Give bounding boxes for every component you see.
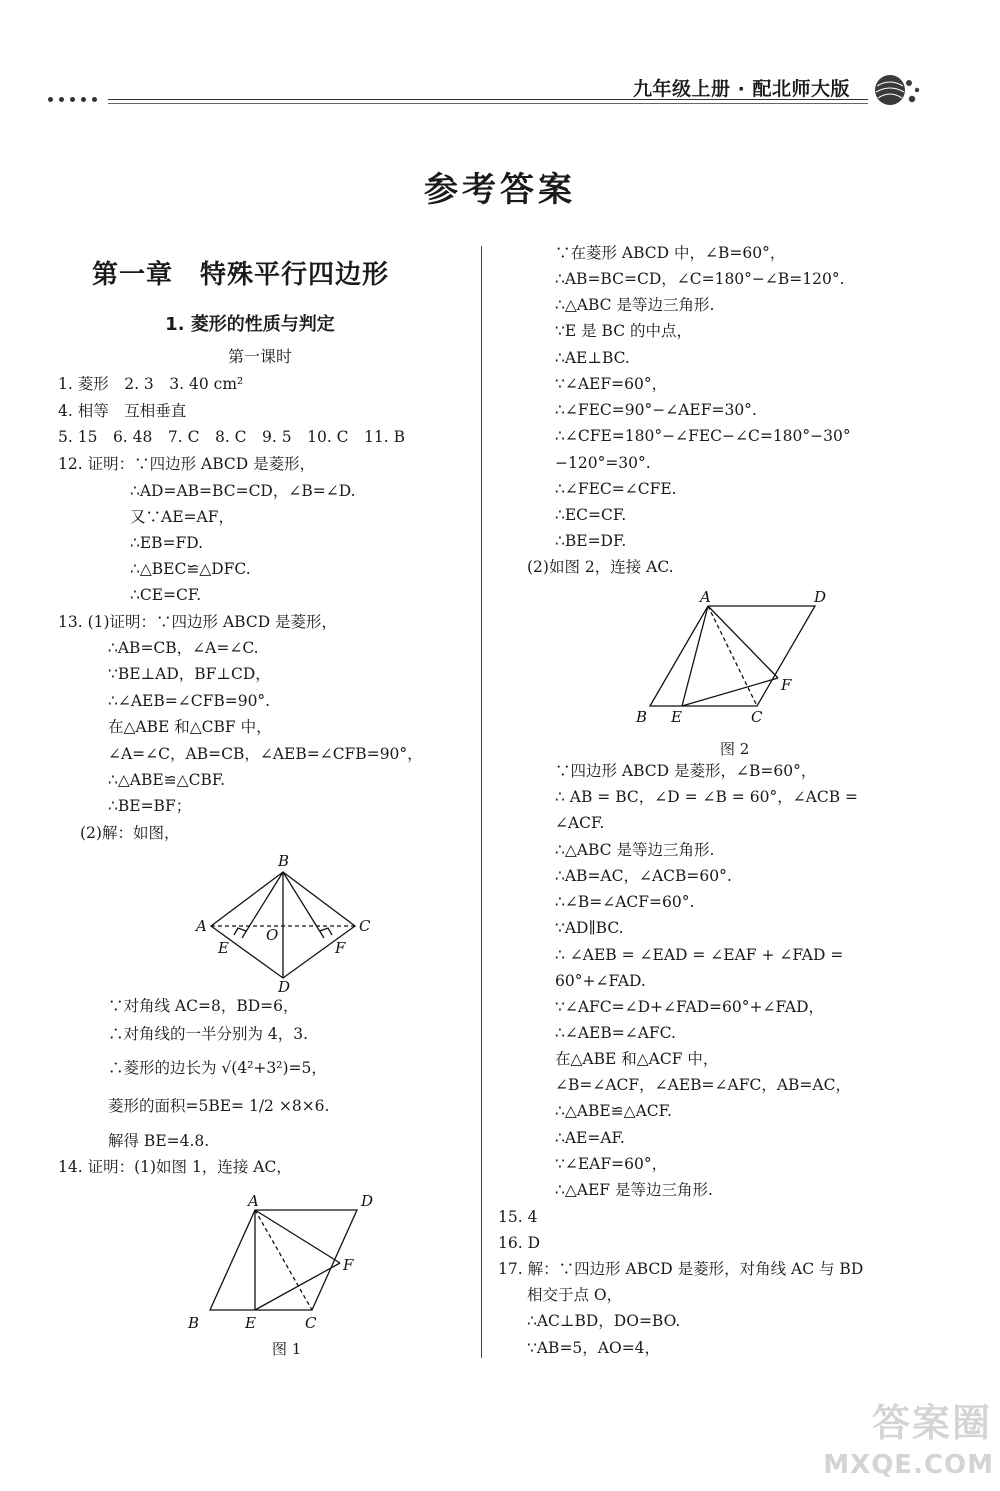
answer-line: ∴∠B=∠ACF=60°.	[555, 893, 695, 911]
watermark-url: MXQE.COM	[823, 1450, 994, 1480]
answer-line: 在△ABE 和△ACF 中，	[555, 1050, 719, 1068]
answer-line: ∴ ∠AEB = ∠EAD = ∠EAF + ∠FAD =	[555, 946, 844, 964]
answer-line: ∴AB=BC=CD，∠C=180°−∠B=120°.	[555, 270, 845, 288]
fig1-label-a: A	[248, 1192, 259, 1210]
header-book-title: 九年级上册 · 配北师大版	[633, 78, 850, 100]
watermark-logo-text: 答案圈	[871, 1401, 992, 1445]
answer-line: 15. 4	[498, 1208, 538, 1226]
answer-line: ∵E 是 BC 的中点，	[555, 322, 692, 340]
answer-line: ∴△BEC≌△DFC.	[130, 560, 251, 578]
answer-line: 菱形的面积=5BE= 1/2 ×8×6.	[108, 1097, 330, 1115]
answer-line: (2)解：如图，	[80, 824, 180, 842]
rhombus-label-o: O	[266, 926, 279, 944]
answer-line: 14. 证明：(1)如图 1，连接 AC，	[58, 1158, 292, 1176]
answer-line: ∴AB=CB，∠A=∠C.	[108, 639, 259, 657]
answer-line: ∴∠FEC=90°−∠AEF=30°.	[555, 401, 757, 419]
lesson-heading: 第一课时	[227, 347, 292, 366]
watermark	[823, 1392, 998, 1488]
answer-line: ∴AE⊥BC.	[555, 349, 630, 367]
figure-2-caption: 图 2	[720, 740, 750, 758]
answer-line: ∴AE=AF.	[555, 1129, 625, 1147]
answer-line: (2)如图 2，连接 AC.	[527, 558, 674, 576]
fig1-label-f: F	[343, 1256, 354, 1274]
answer-line: ∴EC=CF.	[555, 506, 627, 524]
answer-line: ∴△ABC 是等边三角形.	[555, 841, 715, 859]
answer-line: ∵∠AEF=60°，	[555, 375, 668, 393]
answer-line: ∴菱形的边长为 √(4²+3²)=5，	[108, 1059, 327, 1077]
answer-line: ∵在菱形 ABCD 中，∠B=60°，	[555, 244, 786, 262]
answer-line: ∴ AB = BC，∠D = ∠B = 60°，∠ACB =	[555, 788, 859, 806]
fig1-label-d: D	[361, 1192, 374, 1210]
answer-line: 12. 证明：∵四边形 ABCD 是菱形，	[58, 455, 316, 473]
fig1-label-e: E	[245, 1314, 256, 1332]
column-divider	[481, 246, 482, 1358]
answer-line: 13. (1)证明：∵四边形 ABCD 是菱形，	[58, 613, 338, 631]
answer-line: ∴△ABC 是等边三角形.	[555, 296, 715, 314]
answer-line: ∵AD∥BC.	[555, 919, 624, 937]
fig2-label-a: A	[700, 588, 711, 606]
answer-line: 解得 BE=4.8.	[108, 1132, 210, 1150]
fig1-label-c: C	[305, 1314, 317, 1332]
answer-line: 相交于点 O，	[527, 1286, 623, 1304]
figure-1-caption: 图 1	[272, 1340, 302, 1358]
answer-line: ∴△ABE≌△CBF.	[108, 771, 226, 789]
section-heading: 1. 菱形的性质与判定	[165, 314, 335, 335]
answer-line: 在△ABE 和△CBF 中，	[108, 718, 272, 736]
answer-line: ∵对角线 AC=8，BD=6，	[108, 997, 299, 1015]
rhombus-figure	[190, 852, 380, 997]
answer-line: 16. D	[498, 1234, 541, 1252]
answer-line: ∴EB=FD.	[130, 534, 204, 552]
answer-line: ∴对角线的一半分别为 4，3.	[108, 1025, 309, 1043]
fig2-label-c: C	[751, 708, 763, 726]
answer-line: ∴∠AEB=∠CFB=90°.	[108, 692, 271, 710]
answer-line: 60°+∠FAD.	[555, 972, 646, 990]
answer-line: ∠A=∠C，AB=CB，∠AEB=∠CFB=90°，	[108, 745, 423, 763]
answer-line: ∴△ABE≌△ACF.	[555, 1102, 672, 1120]
answer-line: ∠B=∠ACF，∠AEB=∠AFC，AB=AC，	[555, 1076, 851, 1094]
rhombus-label-d: D	[278, 978, 291, 996]
answer-line: 又∵AE=AF，	[130, 508, 234, 526]
answer-line: ∵∠EAF=60°，	[555, 1155, 668, 1173]
header-ball-logo	[872, 70, 932, 110]
answer-line: ∵AB=5，AO=4，	[527, 1339, 661, 1357]
answer-line: −120°=30°.	[555, 454, 651, 472]
answer-line: ∵四边形 ABCD 是菱形，∠B=60°，	[555, 762, 817, 780]
answer-line: 4. 相等 互相垂直	[58, 402, 187, 420]
fig2-label-d: D	[814, 588, 827, 606]
answer-line: ∴BE=DF.	[555, 532, 627, 550]
chapter-heading: 第一章 特殊平行四边形	[92, 260, 390, 290]
figure-2	[630, 586, 845, 736]
answer-line: ∠ACF.	[555, 814, 605, 832]
rhombus-label-a: A	[196, 917, 207, 935]
rhombus-label-b: B	[278, 852, 290, 870]
header-rule-thin	[108, 103, 868, 104]
answer-line: ∴CE=CF.	[130, 586, 202, 604]
header-dots	[48, 97, 97, 102]
answer-line: ∴AB=AC，∠ACB=60°.	[555, 867, 732, 885]
answer-line: 17. 解：∵四边形 ABCD 是菱形，对角线 AC 与 BD	[498, 1260, 864, 1278]
fig2-label-e: E	[671, 708, 682, 726]
answer-line: ∵∠AFC=∠D+∠FAD=60°+∠FAD，	[555, 998, 825, 1016]
answer-line: ∴△AEF 是等边三角形.	[555, 1181, 713, 1199]
answer-line: ∴BE=BF；	[108, 797, 192, 815]
answer-line: 5. 15 6. 48 7. C 8. C 9. 5 10. C 11. B	[58, 428, 406, 446]
answer-line: ∴AC⊥BD，DO=BO.	[527, 1312, 681, 1330]
fig2-label-f: F	[781, 676, 792, 694]
fig2-label-b: B	[636, 708, 648, 726]
answer-line: ∴∠AEB=∠AFC.	[555, 1024, 676, 1042]
answer-line: ∴AD=AB=BC=CD，∠B=∠D.	[130, 482, 356, 500]
rhombus-label-c: C	[359, 917, 371, 935]
rhombus-label-e: E	[218, 939, 229, 957]
page-title: 参考答案	[424, 170, 576, 210]
answer-line: 1. 菱形 2. 3 3. 40 cm²	[58, 375, 244, 393]
fig1-label-b: B	[188, 1314, 200, 1332]
figure-1	[180, 1190, 390, 1335]
answer-line: ∴∠CFE=180°−∠FEC−∠C=180°−30°	[555, 427, 851, 445]
answer-line: ∴∠FEC=∠CFE.	[555, 480, 677, 498]
answer-line: ∵BE⊥AD，BF⊥CD，	[108, 665, 271, 683]
rhombus-label-f: F	[335, 939, 346, 957]
